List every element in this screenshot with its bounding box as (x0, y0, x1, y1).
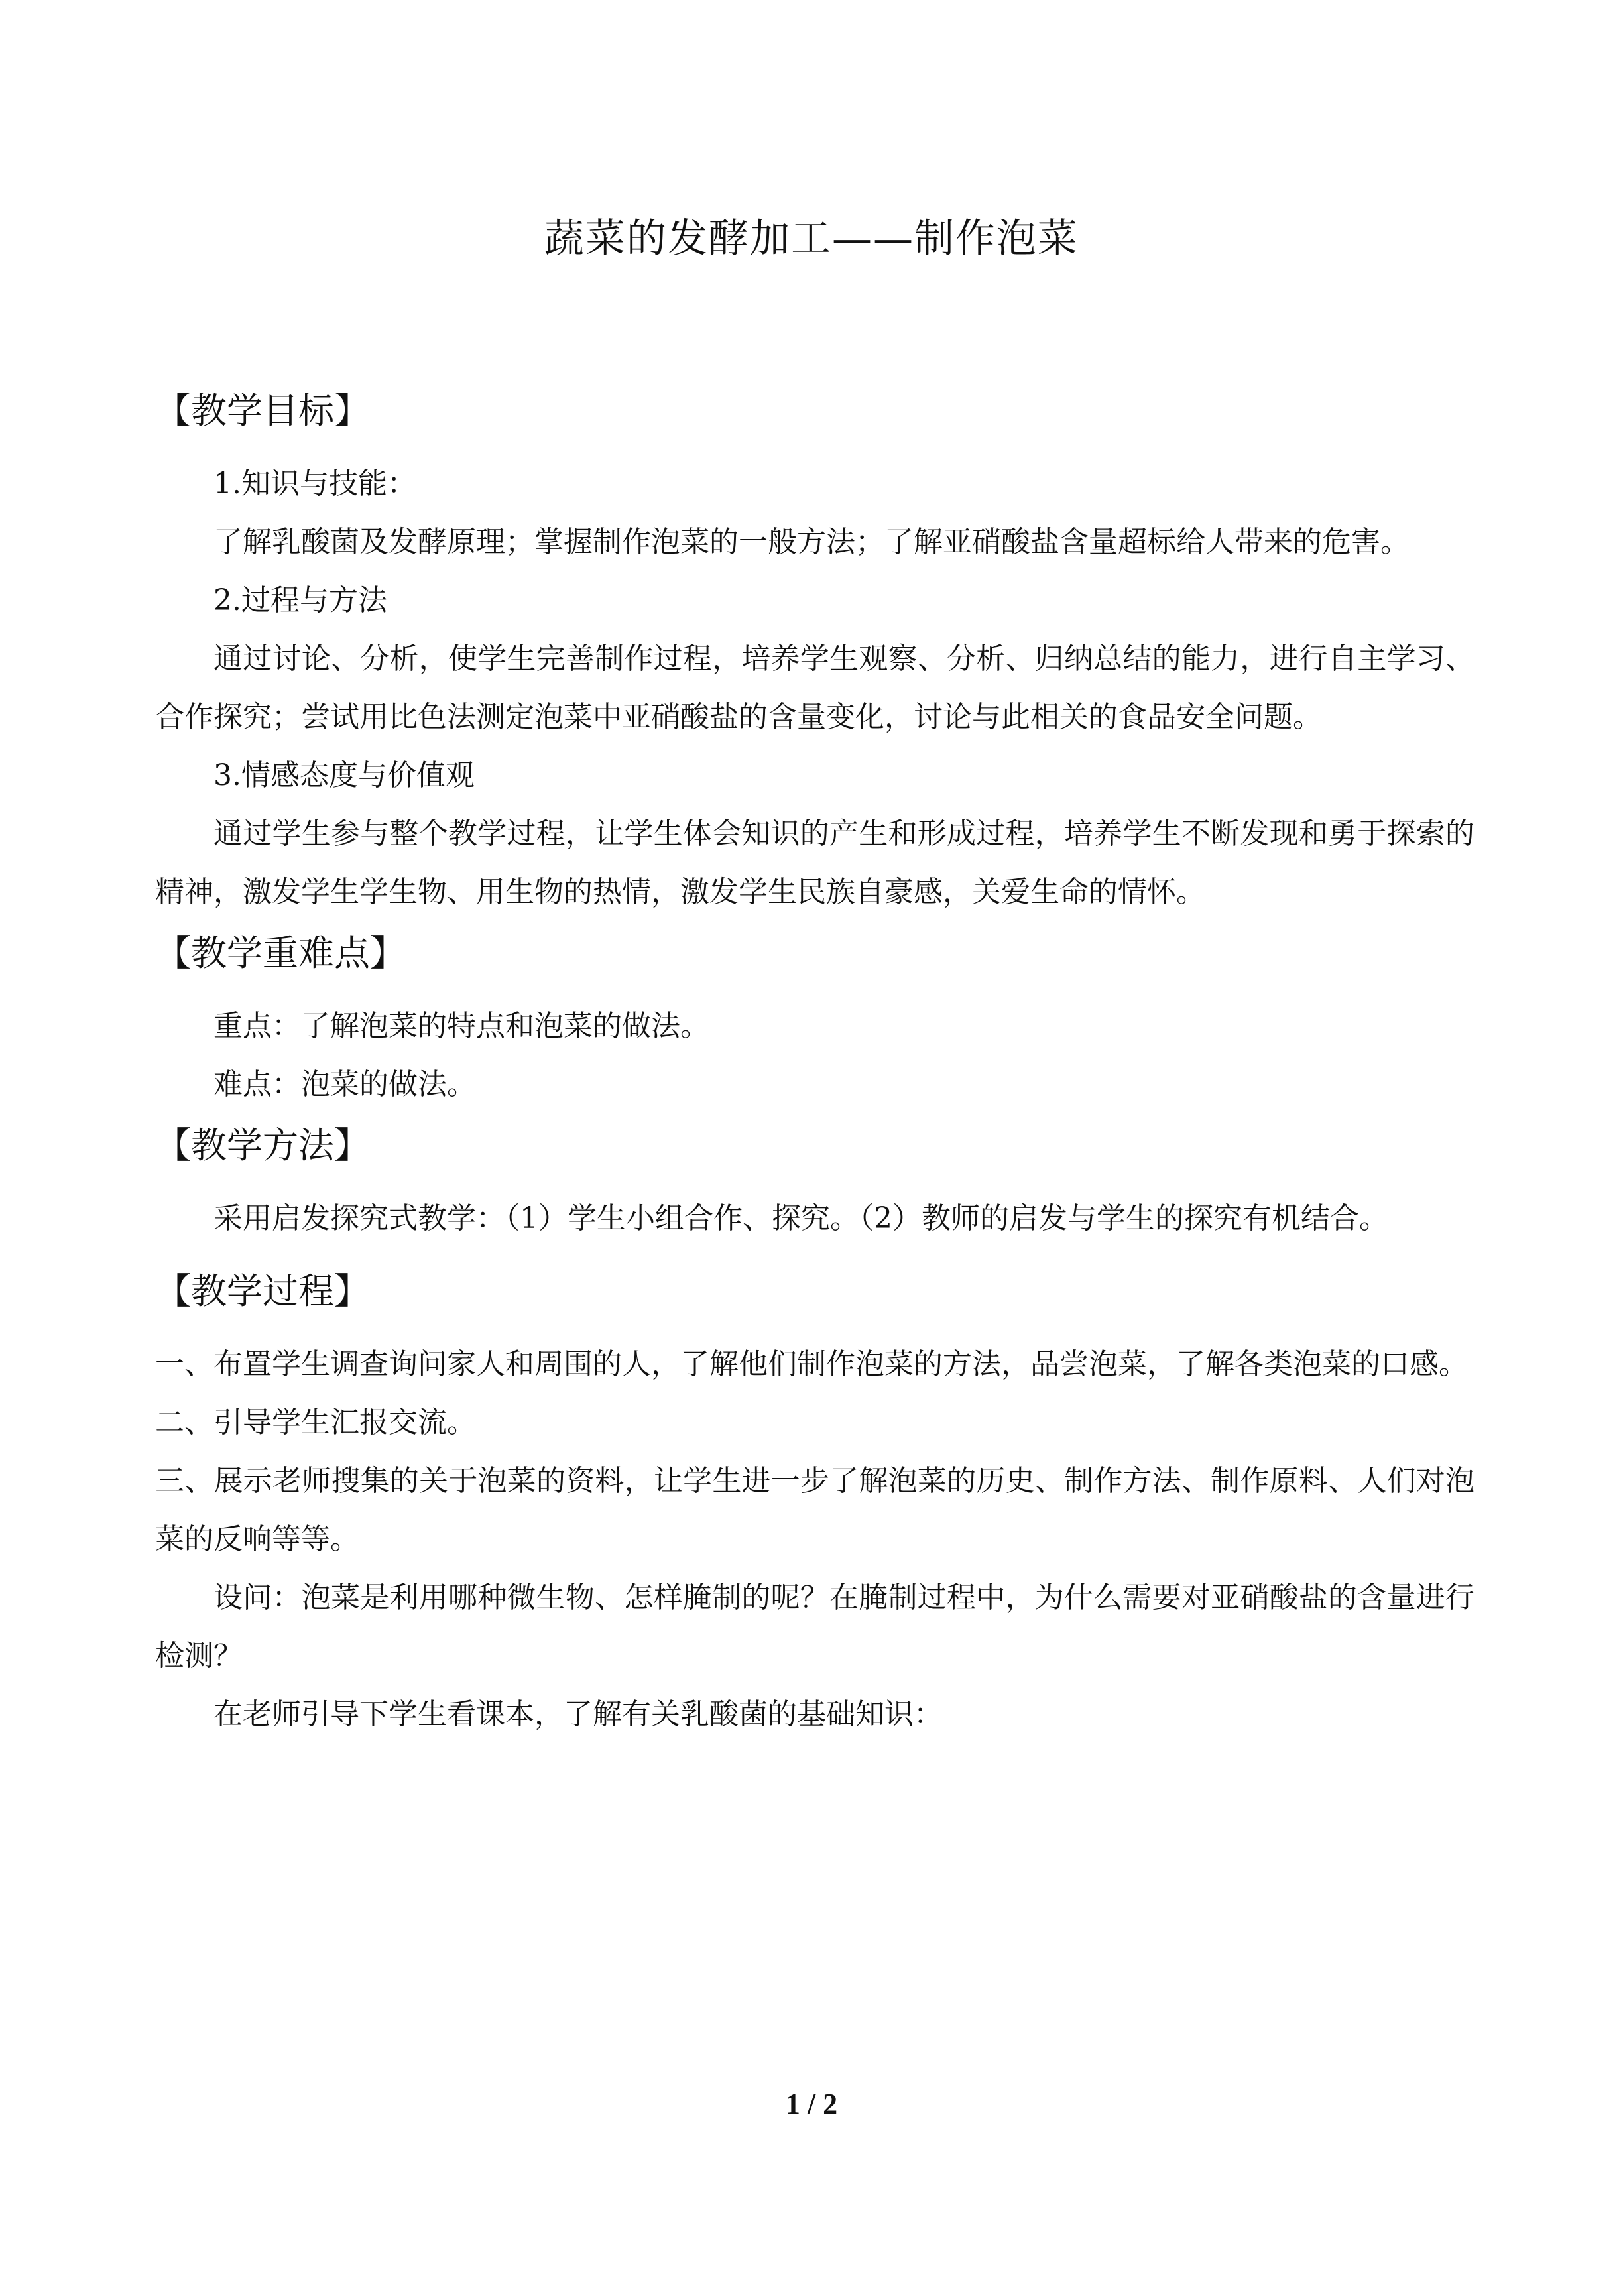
process-step-1: 一、布置学生调查询问家人和周围的人，了解他们制作泡菜的方法，品尝泡菜，了解各类泡菜的口感。 (155, 1347, 1468, 1381)
key-point-difficulty: 难点：泡菜的做法。 (213, 1067, 476, 1101)
objective-3-label: 3.情感态度与价值观 (213, 758, 475, 792)
document-body (155, 379, 1474, 1744)
objective-1-label: 1.知识与技能： (213, 467, 416, 501)
objective-2-text: 通过讨论、分析，使学生完善制作过程，培养学生观察、分析、归纳总结的能力，进行自主学习、合作探究；尝试用比色法测定泡菜中亚硝酸盐的含量变化，讨论与此相关的食品安全问题。 (155, 642, 1474, 734)
objective-2-label: 2.过程与方法 (213, 583, 387, 617)
key-point-focus: 重点：了解泡菜的特点和泡菜的做法。 (213, 1009, 709, 1043)
process-heading: 【教学过程】 (155, 1270, 370, 1312)
process-step-2: 二、引导学生汇报交流。 (155, 1406, 476, 1439)
objectives-heading: 【教学目标】 (155, 390, 370, 432)
page-number: 1 / 2 (785, 2088, 838, 2120)
objective-1-text: 了解乳酸菌及发酵原理；掌握制作泡菜的一般方法；了解亚硝酸盐含量超标给人带来的危害。 (213, 525, 1410, 559)
process-question: 设问：泡菜是利用哪种微生物、怎样腌制的呢？在腌制过程中，为什么需要对亚硝酸盐的含量进行检测？ (155, 1581, 1474, 1673)
objective-3-text: 通过学生参与整个教学过程，让学生体会知识的产生和形成过程，培养学生不断发现和勇于探索的精神，激发学生学生物、用生物的热情，激发学生民族自豪感，关爱生命的情怀。 (155, 817, 1474, 909)
key-points-heading: 【教学重难点】 (155, 932, 406, 974)
process-reading: 在老师引导下学生看课本，了解有关乳酸菌的基础知识： (213, 1697, 943, 1731)
document-title: 蔬菜的发酵加工——制作泡菜 (544, 215, 1079, 262)
methods-text: 采用启发探究式教学：（1）学生小组合作、探究。（2）教师的启发与学生的探究有机结合。 (213, 1201, 1388, 1235)
methods-heading: 【教学方法】 (155, 1124, 370, 1166)
process-step-3: 三、展示老师搜集的关于泡菜的资料，让学生进一步了解泡菜的历史、制作方法、制作原料、人们对泡菜的反响等等。 (155, 1464, 1474, 1556)
